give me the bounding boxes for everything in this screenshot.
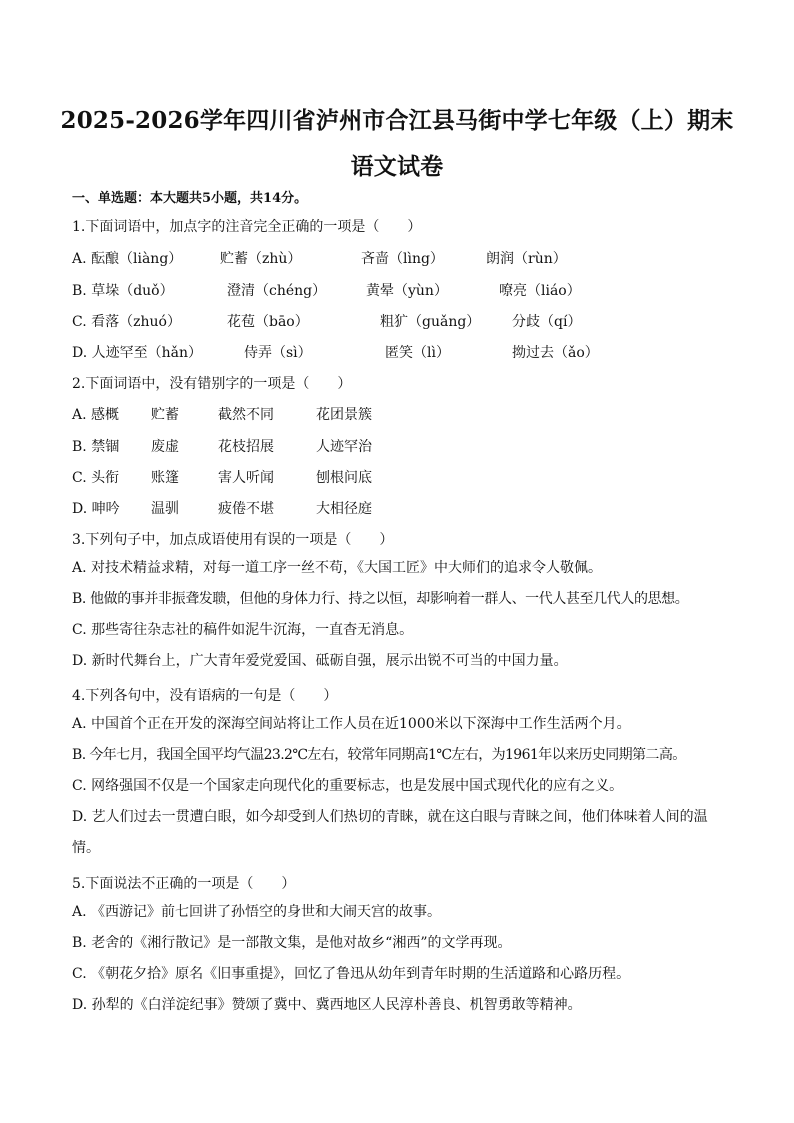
option-text: 拗过去（ǎo） (512, 345, 599, 361)
option-text: A. 感概 (72, 407, 120, 423)
question-1-stem: 1.下面词语中，加点字的注音完全正确的一项是（ ） (72, 219, 422, 235)
option-text: 花团景簇 (316, 407, 372, 423)
option-text: B. 禁锢 (72, 439, 120, 455)
option-text: 刨根问底 (316, 470, 372, 486)
option-text: 匿笑（lì） (385, 345, 450, 361)
option-text: 花苞（bāo） (227, 314, 309, 330)
question-5-option-d: D. 孙犁的《白洋淀纪事》赞颂了冀中、冀西地区人民淳朴善良、机智勇敢等精神。 (72, 997, 582, 1013)
question-4-stem: 4.下列各句中，没有语病的一句是（ ） (72, 688, 338, 704)
question-3-option-c: C. 那些寄往杂志社的稿件如泥牛沉海，一直杳无消息。 (72, 622, 414, 638)
option-text: 黄晕（yùn） (366, 283, 448, 299)
option-text: 害人听闻 (218, 470, 274, 486)
question-4-option-b: B. 今年七月，我国全国平均气温23.2℃左右，较常年同期高1℃左右，为1961年以来历史同期第二高。 (72, 747, 686, 763)
option-text: 吝啬（lìng） (361, 251, 444, 267)
option-text: D. 人迹罕至（hǎn） (72, 345, 203, 361)
option-text: 截然不同 (218, 407, 274, 423)
option-text: 废虚 (151, 439, 179, 455)
option-text: 疲倦不堪 (218, 501, 274, 517)
option-text: C. 头衔 (72, 470, 120, 486)
option-text: 侍弄（sì） (244, 345, 312, 361)
question-3-option-b: B. 他做的事并非振聋发聩，但他的身体力行、持之以恒，却影响着一群人、一代人甚至几代人的思想。 (72, 591, 689, 607)
option-text: 温驯 (151, 501, 179, 517)
question-5-option-b: B. 老舍的《湘行散记》是一部散文集，是他对故乡“湘西”的文学再现。 (72, 935, 512, 951)
option-text: 人迹罕治 (316, 439, 372, 455)
question-2-stem: 2.下面词语中，没有错别字的一项是（ ） (72, 376, 352, 392)
option-text: 贮蓄（zhù） (220, 251, 302, 267)
question-4-option-d: D. 艺人们过去一贯遭白眼，如今却受到人们热切的青睐，就在这白眼与青睐之间，他们体味着人间的温情。 (72, 809, 708, 856)
question-4-option-a: A. 中国首个正在开发的深海空间站将让工作人员在近1000米以下深海中工作生活两个月。 (72, 716, 631, 732)
section-heading: 一、单选题：本大题共5小题，共14分。 (72, 191, 308, 206)
option-text: 大相径庭 (316, 501, 372, 517)
option-text: 嘹亮（liáo） (499, 283, 581, 299)
question-4-option-c: C. 网络强国不仅是一个国家走向现代化的重要标志，也是发展中国式现代化的应有之义。 (72, 778, 624, 794)
question-3-stem: 3.下列句子中，加点成语使用有误的一项是（ ） (72, 532, 394, 548)
option-text: 粗犷（guǎng） (380, 314, 481, 330)
question-5-option-a: A. 《西游记》前七回讲了孙悟空的身世和大闹天宫的故事。 (72, 904, 442, 920)
option-text: 澄清（chéng） (227, 283, 327, 299)
option-text: B. 草垛（duǒ） (72, 283, 174, 299)
option-text: 花枝招展 (218, 439, 274, 455)
question-5-option-c: C. 《朝花夕拾》原名《旧事重提》，回忆了鲁迅从幼年到青年时期的生活道路和心路历程。 (72, 966, 631, 982)
option-text: 分歧（qí） (512, 314, 582, 330)
exam-title: 2025-2026学年四川省泸州市合江县马街中学七年级（上）期末语文试卷 (60, 107, 734, 180)
option-text: A. 酝酿（liàng） (72, 251, 183, 267)
question-3-option-a: A. 对技术精益求精，对每一道工序一丝不苟，《大国工匠》中大师们的追求令人敬佩。 (72, 560, 603, 576)
question-3-option-d: D. 新时代舞台上，广大青年爱党爱国、砥砺自强，展示出锐不可当的中国力量。 (72, 653, 568, 669)
option-text: 账篷 (151, 470, 179, 486)
question-5-stem: 5.下面说法不正确的一项是（ ） (72, 876, 296, 892)
option-text: 贮蓄 (151, 407, 179, 423)
option-text: 朗润（rùn） (486, 251, 567, 267)
option-text: C. 看落（zhuó） (72, 314, 181, 330)
option-text: D. 呻吟 (72, 501, 120, 517)
